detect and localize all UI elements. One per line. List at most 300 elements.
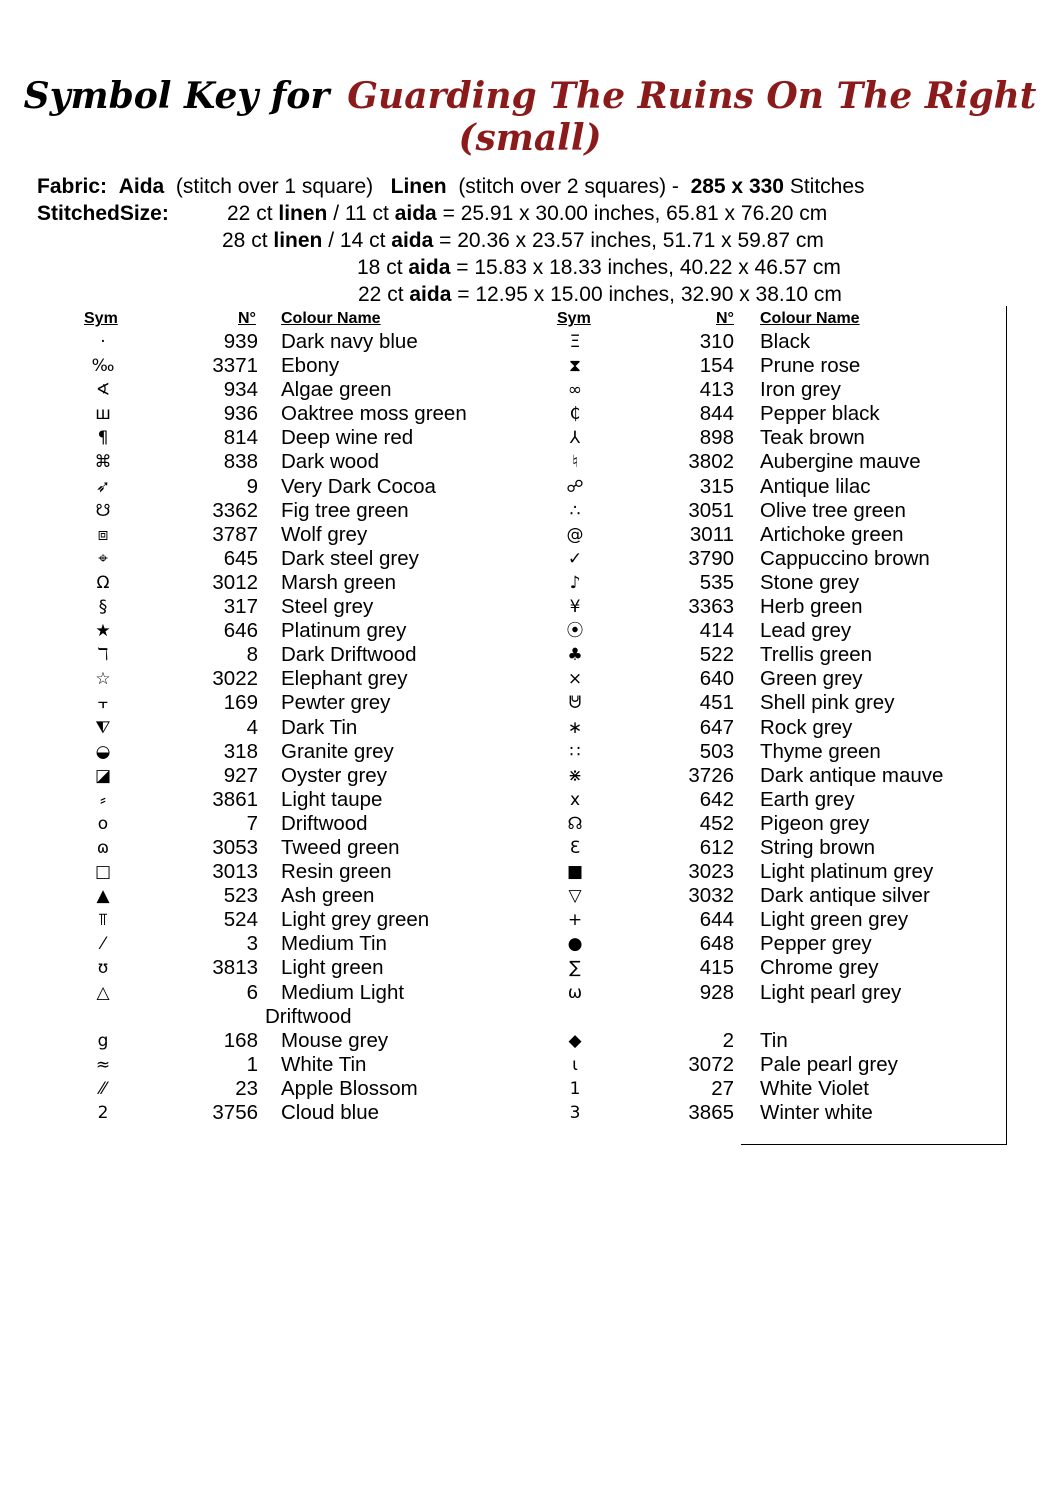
symbol-glyph: ⁄⁄: [100, 1078, 106, 1099]
symbol-glyph: ⫪: [98, 910, 108, 931]
thread-number: 927: [223, 763, 258, 787]
legend-row: [0, 1029, 530, 1053]
colour-name-text: Pepper black: [760, 402, 880, 426]
symbol-glyph: □: [94, 862, 112, 883]
legend-row: [530, 595, 1006, 619]
thread-number: 9: [246, 474, 258, 498]
colour-name-text: Dark steel grey: [281, 546, 419, 570]
colour-name-text: Winter white: [760, 1101, 873, 1124]
symbol-glyph: ☋: [95, 500, 111, 521]
colour-name-text: Fig tree green: [281, 498, 409, 522]
colour-name: [760, 860, 933, 884]
legend-row: [0, 1077, 530, 1101]
colour-name-text: Deep wine red: [281, 426, 414, 450]
symbol-glyph: ●: [567, 934, 583, 955]
colour-name-text: Lead grey: [760, 619, 852, 643]
size-line-4: 22 ct aida = 12.95 x 15.00 inches, 32.90 x 38.10 cm: [358, 283, 842, 306]
colour-name: [281, 547, 419, 571]
colour-name-text: Apple Blossom: [281, 1076, 418, 1100]
colour-name: [760, 932, 872, 956]
thread-number: 3813: [212, 956, 258, 980]
thread-number: 4: [246, 715, 258, 739]
colour-name: [760, 523, 904, 547]
colour-name-text: Stone grey: [760, 570, 860, 594]
colour-name: [760, 1029, 788, 1053]
legend-row: [0, 860, 530, 884]
legend-row: [0, 1053, 530, 1077]
symbol-glyph: ◒: [95, 741, 111, 762]
colour-name: [281, 499, 409, 523]
colour-name-text: Ash green: [281, 884, 375, 908]
colour-name-text: Oaktree moss green: [281, 402, 467, 426]
legend-row: [530, 764, 1006, 788]
title-suffix: (small): [458, 117, 602, 159]
legend-row: [0, 426, 530, 450]
legend-row: [0, 716, 530, 740]
colour-name-text: Cappuccino brown: [760, 546, 930, 570]
colour-name: [760, 836, 875, 860]
colour-name-text: Mouse grey: [281, 1028, 389, 1052]
colour-name: [760, 764, 943, 788]
thread-number: 310: [699, 330, 734, 353]
thread-number: 3362: [212, 498, 258, 522]
thread-number: 154: [699, 354, 734, 378]
symbol-glyph: +: [567, 910, 583, 931]
colour-name: [281, 1101, 379, 1125]
legend-row: [0, 499, 530, 523]
legend-row: [0, 812, 530, 836]
thread-number: 452: [699, 811, 734, 835]
legend-row: [0, 908, 530, 932]
thread-number: 898: [699, 426, 734, 450]
legend-row: [530, 378, 1006, 402]
header-num-right: N°: [716, 310, 734, 327]
colour-name: [760, 716, 852, 740]
thread-number: 8: [246, 643, 258, 667]
legend-row: [0, 1101, 530, 1125]
legend-row: [0, 691, 530, 715]
colour-name-text: Light pearl grey: [760, 980, 902, 1004]
title-pattern: Guarding The Ruins On The Right: [347, 75, 1037, 117]
colour-name-text: Artichoke green: [760, 522, 904, 546]
colour-name: [760, 884, 930, 908]
thread-number: 939: [223, 330, 258, 353]
colour-name: [281, 740, 394, 764]
colour-name: [281, 643, 417, 667]
legend-row: [530, 981, 1006, 1029]
symbol-glyph: ⧨: [95, 717, 111, 738]
legend-row: [530, 884, 1006, 908]
colour-name-text: Prune rose: [760, 354, 861, 378]
colour-name: [760, 740, 881, 764]
colour-name: [281, 378, 392, 402]
colour-name: [760, 667, 863, 691]
symbol-glyph: ш: [95, 404, 111, 425]
colour-name-text: Earth grey: [760, 787, 855, 811]
colour-name-text: Light grey green: [281, 908, 430, 932]
colour-name-text: Ebony: [281, 354, 340, 378]
legend-row: [0, 571, 530, 595]
legend-row: [0, 378, 530, 402]
colour-name-text: Driftwood: [281, 811, 368, 835]
legend-row: [0, 450, 530, 474]
thread-number: 524: [223, 908, 258, 932]
symbol-glyph: ▲: [96, 886, 110, 907]
symbol-glyph: ⧗: [569, 356, 581, 377]
colour-name: [760, 450, 921, 474]
thread-number: 3013: [212, 860, 258, 884]
thread-number: 3787: [212, 522, 258, 546]
header-name-right: Colour Name: [760, 310, 860, 327]
symbol-glyph: ◆: [568, 1030, 582, 1051]
colour-name: [760, 547, 930, 571]
colour-name: [760, 1077, 869, 1101]
colour-name-text: Cloud blue: [281, 1101, 380, 1124]
symbol-glyph: ¥: [569, 597, 581, 618]
symbol-glyph: ⁄: [101, 934, 105, 955]
legend-column-left: [0, 330, 530, 1125]
thread-number: 3371: [212, 354, 258, 378]
colour-name: [760, 1101, 873, 1125]
symbol-glyph: ⌖: [98, 548, 108, 569]
symbol-glyph: ∷: [569, 741, 581, 762]
legend-row: [530, 354, 1006, 378]
thread-number: 612: [699, 835, 734, 859]
symbol-glyph: ℸ: [97, 645, 109, 666]
thread-number: 3032: [688, 884, 734, 908]
colour-name-text: Platinum grey: [281, 619, 407, 643]
symbol-glyph: ◪: [94, 765, 112, 786]
thread-number: 3861: [212, 787, 258, 811]
header-num-left: N°: [238, 310, 256, 327]
colour-name: [760, 908, 908, 932]
symbol-glyph: 1: [569, 1078, 581, 1099]
symbol-glyph: 3: [569, 1103, 581, 1123]
symbol-glyph: ♣: [567, 645, 583, 666]
symbol-glyph: Ɛ: [569, 837, 581, 858]
colour-name-text: Dark antique mauve: [760, 763, 944, 787]
legend-row: [530, 1053, 1006, 1077]
thread-number: 646: [223, 619, 258, 643]
legend-row: [0, 956, 530, 980]
symbol-glyph: ∢: [95, 380, 111, 401]
header-name-left: Colour Name: [281, 310, 381, 327]
colour-name: [281, 884, 374, 908]
legend-row: [0, 667, 530, 691]
legend-row: [530, 812, 1006, 836]
colour-name: [760, 643, 872, 667]
thread-number: 3363: [688, 595, 734, 619]
legend-row: [530, 450, 1006, 474]
title-prefix: Symbol Key for: [23, 75, 330, 117]
colour-name: [281, 619, 406, 643]
colour-name: [760, 354, 860, 378]
colour-name-text: Shell pink grey: [760, 691, 895, 715]
colour-name-text: Pigeon grey: [760, 811, 870, 835]
size-line-3: 18 ct aida = 15.83 x 18.33 inches, 40.22 x 46.57 cm: [357, 256, 841, 279]
bottom-border-line: [741, 1144, 1007, 1145]
legend-row: [530, 1101, 1006, 1125]
colour-name-text: Black: [760, 330, 811, 353]
colour-name-text: Medium Tin: [281, 932, 387, 956]
legend-row: [530, 691, 1006, 715]
thread-number: 503: [699, 739, 734, 763]
legend-row: [0, 547, 530, 571]
symbol-glyph: ☆: [95, 669, 111, 690]
thread-number: 523: [223, 884, 258, 908]
thread-number: 838: [223, 450, 258, 474]
legend-row: [0, 836, 530, 860]
colour-name: [281, 908, 429, 932]
legend-row: [530, 788, 1006, 812]
colour-name: [281, 812, 368, 836]
colour-name: [760, 1053, 898, 1077]
colour-name-text: Olive tree green: [760, 498, 906, 522]
thread-number: 3802: [688, 450, 734, 474]
legend-row: [0, 523, 530, 547]
symbol-glyph: g: [97, 1030, 109, 1051]
legend-row: [530, 330, 1006, 354]
symbol-glyph: ɩ: [572, 1054, 578, 1075]
colour-name: [265, 980, 405, 1029]
thread-number: 642: [699, 787, 734, 811]
thread-number: 3011: [689, 522, 734, 546]
legend-row: [530, 667, 1006, 691]
thread-number: 936: [223, 402, 258, 426]
symbol-glyph: ₵: [569, 404, 581, 425]
symbol-glyph: △: [96, 982, 110, 1003]
legend-row: [530, 860, 1006, 884]
legend-row: [530, 499, 1006, 523]
legend-row: [0, 330, 530, 354]
colour-name-text: Iron grey: [760, 378, 841, 402]
symbol-glyph: ⫟: [97, 693, 109, 714]
right-border-line: [1006, 306, 1007, 1144]
symbol-glyph: ʊ: [97, 958, 109, 979]
thread-number: 644: [699, 908, 734, 932]
thread-number: 169: [223, 691, 258, 715]
colour-name: [281, 1029, 388, 1053]
colour-name-text: Tweed green: [281, 835, 400, 859]
symbol-glyph: ⅄: [569, 428, 581, 449]
thread-number: 2: [722, 1028, 734, 1052]
symbol-glyph: ɷ: [96, 837, 110, 858]
thread-number: 535: [699, 570, 734, 594]
legend-row: [530, 426, 1006, 450]
colour-name: [281, 330, 418, 354]
symbol-glyph: ♮: [571, 452, 579, 473]
legend-row: [530, 1077, 1006, 1101]
symbol-glyph: Ξ: [569, 332, 581, 352]
size-line-2: 28 ct linen / 14 ct aida = 20.36 x 23.57 inches, 51.71 x 59.87 cm: [222, 229, 824, 252]
thread-number: 3865: [688, 1101, 734, 1124]
symbol-glyph: ⧈: [97, 524, 109, 545]
colour-name-text: Oyster grey: [281, 763, 387, 787]
thread-number: 3756: [212, 1101, 258, 1124]
colour-name-text: Green grey: [760, 667, 863, 691]
symbol-glyph: ∞: [567, 380, 583, 401]
legend-row: [0, 932, 530, 956]
header-sym-right: Sym: [557, 310, 591, 327]
colour-name: [281, 1053, 366, 1077]
colour-name-text: Teak brown: [760, 426, 865, 450]
thread-number: 3790: [688, 546, 734, 570]
legend-row: [530, 402, 1006, 426]
symbol-glyph: ∗: [567, 717, 583, 738]
thread-number: 6: [246, 980, 258, 1004]
thread-number: 415: [699, 956, 734, 980]
colour-name: [281, 354, 339, 378]
colour-name-text: Tin: [760, 1028, 788, 1052]
symbol-glyph: ∴: [569, 500, 581, 521]
colour-name: [281, 667, 408, 691]
colour-name: [281, 1077, 418, 1101]
colour-name: [281, 716, 357, 740]
symbol-glyph: ⋇: [567, 765, 583, 786]
colour-name-text: Light green grey: [760, 908, 909, 932]
colour-name: [760, 812, 869, 836]
colour-name: [281, 523, 367, 547]
colour-name: [281, 788, 382, 812]
colour-name-text: Herb green: [760, 595, 863, 619]
thread-number: 3: [246, 932, 258, 956]
symbol-glyph: ∑: [569, 958, 581, 979]
colour-name: [281, 426, 413, 450]
thread-number: 168: [223, 1028, 258, 1052]
legend-row: [0, 619, 530, 643]
colour-name-text: Algae green: [281, 378, 392, 402]
colour-name-text: Pepper grey: [760, 932, 872, 956]
legend-row: [530, 571, 1006, 595]
symbol-glyph: ♪: [569, 572, 581, 593]
colour-name-text: Dark wood: [281, 450, 379, 474]
symbol-glyph: ⨯: [567, 669, 583, 690]
thread-number: 647: [699, 715, 734, 739]
thread-number: 7: [246, 811, 258, 835]
legend-row: [0, 643, 530, 667]
legend-row: [0, 884, 530, 908]
legend-row: [530, 932, 1006, 956]
legend-row: [530, 643, 1006, 667]
legend-row: [0, 764, 530, 788]
colour-name: [760, 475, 871, 499]
legend-row: [530, 716, 1006, 740]
thread-number: 3072: [688, 1052, 734, 1076]
symbol-glyph: ★: [95, 621, 111, 642]
colour-name-text: Light taupe: [281, 787, 383, 811]
colour-name: [760, 499, 906, 523]
colour-name: [760, 378, 841, 402]
thread-number: 648: [699, 932, 734, 956]
colour-name-text: String brown: [760, 835, 876, 859]
colour-name: [760, 330, 810, 354]
legend-row: [530, 547, 1006, 571]
colour-name-text: Steel grey: [281, 595, 374, 619]
colour-name-text: Dark navy blue: [281, 330, 418, 353]
colour-name-text: Light platinum grey: [760, 860, 934, 884]
thread-number: 640: [699, 667, 734, 691]
colour-name-text: Pale pearl grey: [760, 1052, 898, 1076]
colour-name-text: Resin green: [281, 860, 392, 884]
thread-number: 1: [246, 1052, 258, 1076]
colour-name: [760, 788, 855, 812]
thread-number: 318: [223, 739, 258, 763]
symbol-glyph: @: [566, 524, 584, 545]
thread-number: 934: [223, 378, 258, 402]
symbol-glyph: ᕰ: [568, 693, 582, 714]
size-line-1: 22 ct linen / 11 ct aida = 25.91 x 30.00 inches, 65.81 x 76.20 cm: [227, 202, 828, 225]
colour-name-text: White Tin: [281, 1052, 367, 1076]
legend-row: [530, 956, 1006, 980]
symbol-glyph: 2: [97, 1103, 109, 1123]
symbol-glyph: ■: [566, 862, 584, 883]
symbol-glyph: ➶: [95, 476, 111, 497]
legend-row: [0, 788, 530, 812]
legend-row: [530, 908, 1006, 932]
colour-name: [760, 981, 901, 1005]
symbol-glyph: Ω: [96, 572, 110, 593]
legend-column-right: [530, 330, 1006, 1125]
symbol-glyph: ≈: [95, 1054, 111, 1075]
colour-name: [760, 571, 859, 595]
colour-name-text: Granite grey: [281, 739, 394, 763]
colour-name: [760, 595, 863, 619]
symbol-glyph: ·: [100, 332, 106, 352]
colour-name-text: Light green: [281, 956, 384, 980]
colour-name-text: Wolf grey: [281, 522, 368, 546]
legend-row: [0, 354, 530, 378]
legend-row: [530, 740, 1006, 764]
colour-name: [281, 595, 373, 619]
thread-number: 645: [223, 546, 258, 570]
symbol-glyph: ☍: [566, 476, 584, 497]
colour-name-text: Chrome grey: [760, 956, 879, 980]
symbol-glyph: ▽: [568, 886, 582, 907]
legend-row: [0, 595, 530, 619]
colour-name: [281, 836, 400, 860]
thread-number: 3726: [688, 763, 734, 787]
thread-number: 413: [699, 378, 734, 402]
colour-name: [281, 764, 387, 788]
thread-number: 3023: [688, 860, 734, 884]
symbol-glyph: x: [569, 789, 581, 810]
legend-row: [530, 523, 1006, 547]
colour-name: [281, 450, 379, 474]
colour-name: [760, 691, 894, 715]
colour-name-text: Very Dark Cocoa: [281, 474, 436, 498]
legend-row: [530, 475, 1006, 499]
symbol-glyph: ⦿: [566, 621, 584, 642]
colour-name: [760, 426, 865, 450]
colour-name-text: Elephant grey: [281, 667, 408, 691]
colour-name-text: White Violet: [760, 1076, 870, 1100]
colour-name-continued: Driftwood: [265, 1004, 352, 1028]
colour-name: [281, 402, 467, 426]
legend-row: [0, 740, 530, 764]
legend-row: [530, 836, 1006, 860]
thread-number: 315: [699, 474, 734, 498]
symbol-glyph: ⸗: [100, 789, 106, 810]
legend-row: [530, 1029, 1006, 1053]
colour-name-text: Medium Light: [281, 980, 405, 1004]
symbol-glyph: ω: [567, 982, 583, 1003]
colour-name-text: Thyme green: [760, 739, 881, 763]
colour-name: [760, 956, 879, 980]
thread-number: 522: [699, 643, 734, 667]
symbol-glyph: §: [98, 597, 108, 618]
thread-number: 814: [223, 426, 258, 450]
colour-name-text: Pewter grey: [281, 691, 391, 715]
